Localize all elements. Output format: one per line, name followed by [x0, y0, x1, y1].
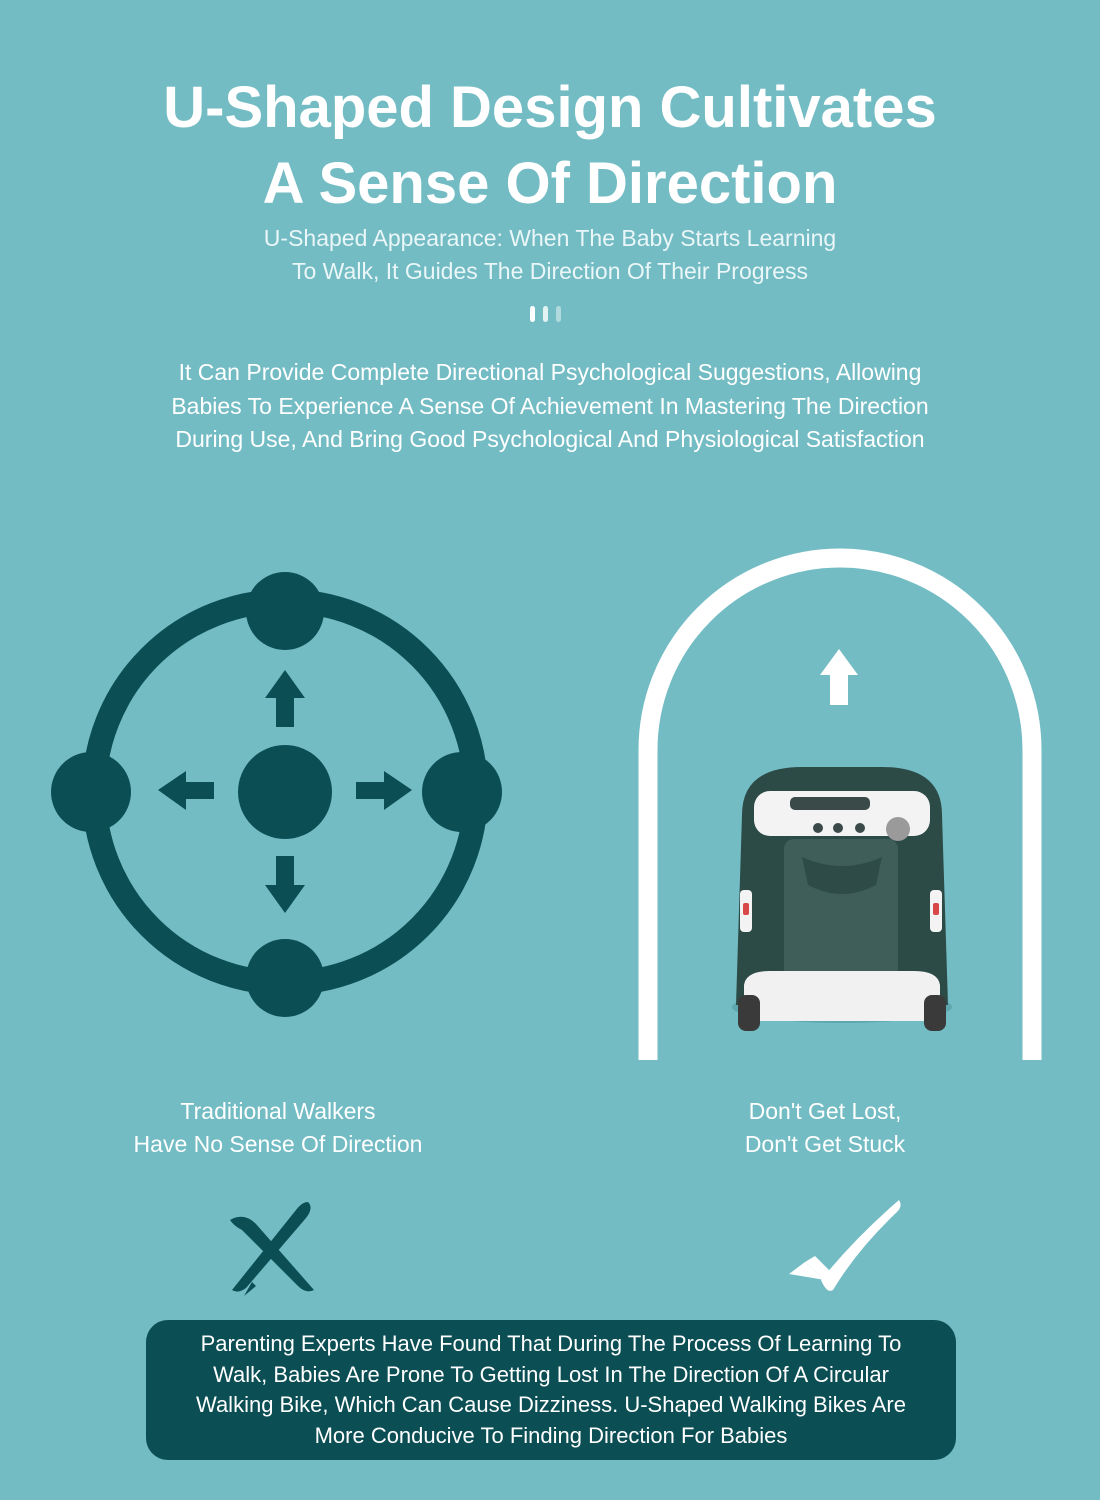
- page-title: [0, 70, 1100, 222]
- scroll-indicator-icon: [530, 306, 569, 327]
- caption-left-line-2: Have No Sense Of Direction: [133, 1131, 423, 1157]
- caption-traditional-walkers: [78, 1095, 478, 1161]
- subtitle-line-1: U-Shaped Appearance: When The Baby Starts Learning: [263, 225, 837, 251]
- arrow-down-icon: [265, 856, 305, 913]
- arrow-up-icon: [265, 670, 305, 727]
- x-mark-icon: [222, 1198, 322, 1298]
- subtitle: [0, 222, 1100, 288]
- arrow-left-icon: [158, 771, 214, 810]
- description: [0, 356, 1100, 457]
- expert-note-box: [146, 1320, 956, 1460]
- arrow-up-icon: [820, 649, 858, 705]
- caption-right-line-2: Don't Get Stuck: [744, 1131, 906, 1157]
- note-line-2: Walk, Babies Are Prone To Getting Lost In The Direction Of A Circular: [213, 1361, 889, 1387]
- check-mark-icon: [785, 1198, 905, 1298]
- node-top: [246, 572, 324, 650]
- caption-left-line-1: Traditional Walkers: [180, 1098, 376, 1124]
- circular-direction-diagram: [46, 566, 516, 1026]
- caption-right-line-1: Don't Get Lost,: [748, 1098, 902, 1124]
- note-line-1: Parenting Experts Have Found That During The Process Of Learning To: [200, 1331, 902, 1356]
- note-line-3: Walking Bike, Which Can Cause Dizziness. U-Shaped Walking Bikes Are: [196, 1392, 906, 1417]
- u-shaped-direction-diagram: [630, 545, 1050, 1065]
- node-right: [422, 752, 502, 832]
- node-center: [238, 745, 332, 839]
- node-left: [51, 752, 131, 832]
- note-line-4: More Conducive To Finding Direction For Babies: [314, 1422, 788, 1448]
- node-bottom: [246, 939, 324, 1017]
- description-line-2: Babies To Experience A Sense Of Achievement In Mastering The Direction: [171, 392, 929, 419]
- baby-walker-illustration: [732, 767, 952, 1031]
- description-line-1: It Can Provide Complete Directional Psychological Suggestions, Allowing: [178, 359, 922, 385]
- arrow-right-icon: [356, 771, 412, 810]
- title-line-1: U-Shaped Design Cultivates: [163, 75, 937, 140]
- subtitle-line-2: To Walk, It Guides The Direction Of Their Progress: [292, 258, 808, 284]
- caption-u-shaped-walker: [625, 1095, 1025, 1161]
- description-line-3: During Use, And Bring Good Psychological And Physiological Satisfaction: [175, 426, 925, 452]
- title-line-2: A Sense Of Direction: [262, 151, 838, 216]
